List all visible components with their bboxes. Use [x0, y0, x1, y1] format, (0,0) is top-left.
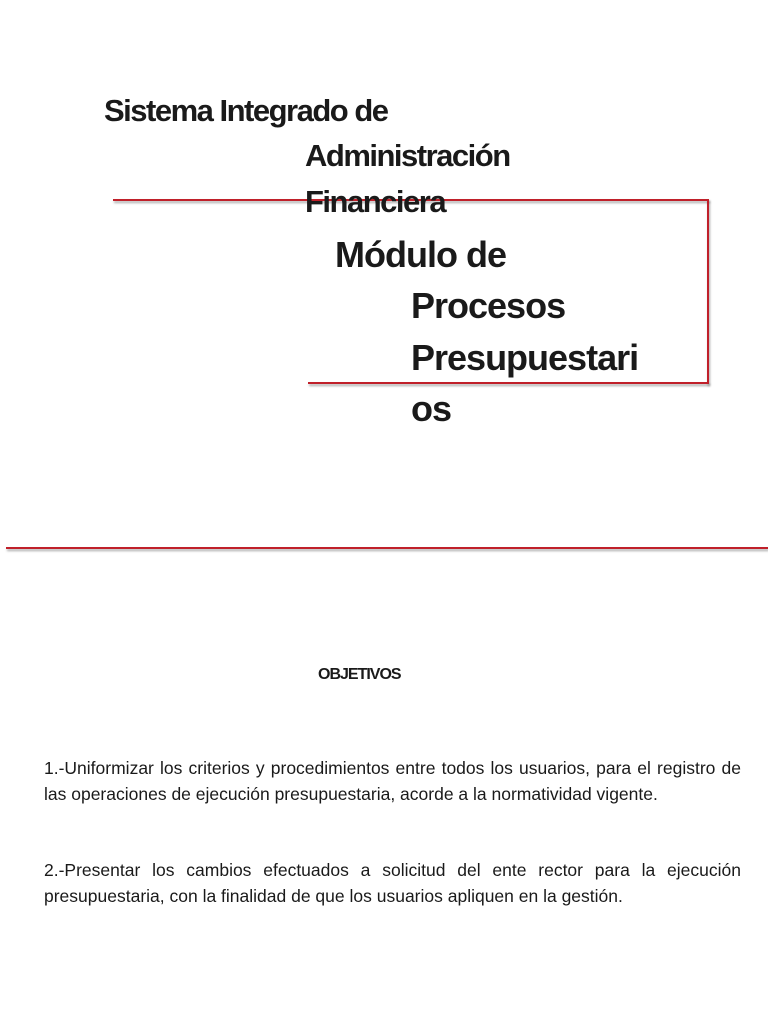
- module-title-line-2: Procesos: [411, 285, 566, 326]
- system-title-line-2: Administración: [305, 138, 510, 173]
- module-title-line-4: os: [411, 388, 452, 429]
- system-title-line-1: Sistema Integrado de: [104, 93, 388, 128]
- right-rule: [707, 199, 709, 384]
- objectives-heading: OBJETIVOS: [318, 666, 401, 683]
- section-divider: [6, 547, 768, 549]
- middle-rule: [308, 382, 709, 384]
- objective-item-1: 1.-Uniformizar los criterios y procedimientos entre todos los usuarios, para el registro de las operaciones de ejecución presupuestaria, acorde a la normatividad vigente.: [44, 758, 741, 804]
- module-title-line-1: Módulo de: [335, 234, 506, 275]
- module-title-line-3: Presupuestari: [411, 337, 639, 378]
- objective-item-2: 2.-Presentar los cambios efectuados a solicitud del ente rector para la ejecución presupuestaria, con la finalidad de que los usuarios apliquen en la gestión.: [44, 860, 741, 906]
- system-title-line-3: Financiera: [305, 184, 446, 219]
